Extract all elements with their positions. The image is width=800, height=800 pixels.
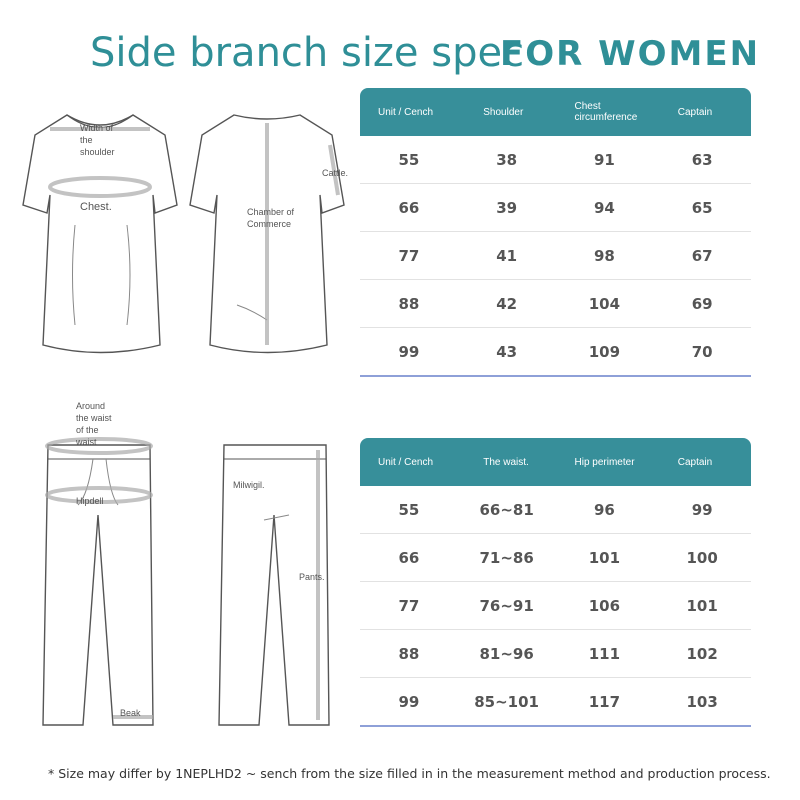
table-cell: 88 bbox=[398, 294, 420, 313]
table-cell: 99 bbox=[691, 500, 713, 519]
table-cell: 111 bbox=[588, 644, 621, 663]
table-cell: 101 bbox=[588, 548, 621, 567]
label-waist: Around the waist of the waist bbox=[76, 401, 112, 447]
pants-header-hip: Hip perimeter bbox=[574, 456, 635, 468]
top-back-illustration bbox=[182, 105, 352, 355]
table-row bbox=[360, 678, 751, 727]
table-cell: 100 bbox=[686, 548, 718, 567]
pants-table-header bbox=[360, 438, 751, 486]
table-row bbox=[360, 184, 751, 232]
table-cell: 55 bbox=[398, 500, 420, 519]
table-row bbox=[360, 136, 751, 184]
table-cell: 101 bbox=[686, 596, 718, 615]
table-cell: 76~91 bbox=[479, 596, 534, 615]
table-cell: 39 bbox=[496, 198, 518, 217]
table-cell: 77 bbox=[398, 596, 420, 615]
label-pants-length: Pants. bbox=[299, 572, 325, 582]
table-cell: 109 bbox=[588, 342, 621, 361]
table-cell: 71~86 bbox=[479, 548, 534, 567]
page-title: Side branch size spec bbox=[90, 30, 525, 76]
table-row bbox=[360, 280, 751, 328]
pants-header-length: Captain bbox=[677, 456, 713, 468]
table-row bbox=[360, 328, 751, 377]
pants-header-waist: The waist. bbox=[483, 456, 529, 468]
tops-header-length: Captain bbox=[677, 106, 713, 118]
table-row bbox=[360, 534, 751, 582]
table-cell: 55 bbox=[398, 150, 420, 169]
tops-header-unit: Unit / Cench bbox=[378, 106, 434, 118]
page-subtitle: FOR WOMEN bbox=[500, 34, 761, 74]
table-cell: 67 bbox=[691, 246, 713, 265]
table-cell: 63 bbox=[691, 150, 713, 169]
label-shoulder-width: Width of the shoulder bbox=[80, 123, 115, 157]
table-cell: 69 bbox=[691, 294, 713, 313]
table-cell: 81~96 bbox=[479, 644, 534, 663]
table-cell: 66~81 bbox=[479, 500, 534, 519]
table-cell: 103 bbox=[686, 692, 718, 711]
table-cell: 66 bbox=[398, 198, 420, 217]
table-row bbox=[360, 486, 751, 534]
tops-size-table bbox=[360, 88, 751, 377]
label-milwigil: Milwigil. bbox=[233, 480, 265, 490]
table-cell: 104 bbox=[588, 294, 621, 313]
label-length: Chamber of Commerce bbox=[247, 207, 295, 229]
table-cell: 70 bbox=[691, 342, 713, 361]
table-cell: 96 bbox=[593, 500, 615, 519]
label-hip: Hipdell bbox=[76, 496, 104, 506]
table-cell: 99 bbox=[398, 342, 420, 361]
label-cattle: Cattle. bbox=[322, 168, 349, 178]
table-cell: 117 bbox=[588, 692, 621, 711]
tops-table-header bbox=[360, 88, 751, 136]
table-cell: 43 bbox=[496, 342, 518, 361]
table-cell: 99 bbox=[398, 692, 420, 711]
table-cell: 102 bbox=[686, 644, 718, 663]
table-cell: 85~101 bbox=[474, 692, 539, 711]
table-cell: 42 bbox=[496, 294, 518, 313]
table-row bbox=[360, 582, 751, 630]
table-cell: 91 bbox=[593, 150, 615, 169]
tops-header-shoulder: Shoulder bbox=[483, 106, 524, 118]
pants-header-unit: Unit / Cench bbox=[378, 456, 434, 468]
tops-header-chest: Chest circumference bbox=[574, 101, 638, 123]
label-beak: Beak bbox=[120, 708, 141, 718]
footnote: * Size may differ by 1NEPLHD2 ~ sench from the size filled in in the measurement method and production process. bbox=[48, 766, 771, 781]
table-cell: 106 bbox=[588, 596, 621, 615]
table-row bbox=[360, 630, 751, 678]
pants-size-table bbox=[360, 438, 751, 727]
table-cell: 88 bbox=[398, 644, 420, 663]
table-row bbox=[360, 232, 751, 280]
table-cell: 66 bbox=[398, 548, 420, 567]
table-cell: 77 bbox=[398, 246, 420, 265]
pants-front-illustration bbox=[38, 435, 163, 735]
table-cell: 41 bbox=[496, 246, 518, 265]
table-cell: 98 bbox=[593, 246, 615, 265]
table-cell: 65 bbox=[691, 198, 713, 217]
table-cell: 38 bbox=[496, 150, 518, 169]
label-chest: Chest. bbox=[80, 201, 112, 213]
table-cell: 94 bbox=[593, 198, 615, 217]
